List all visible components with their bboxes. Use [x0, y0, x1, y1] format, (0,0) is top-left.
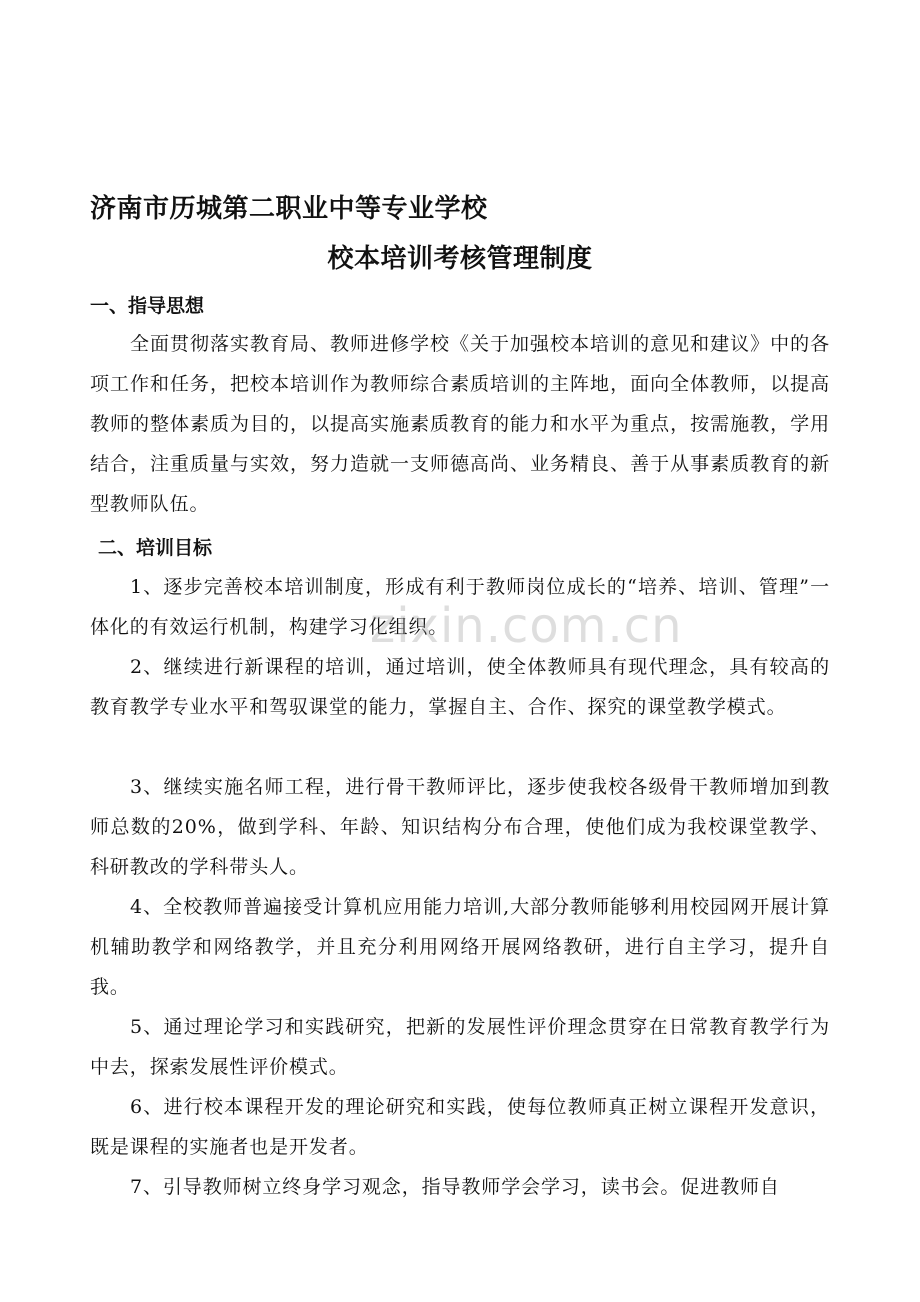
school-title: 济南市历城第二职业中等专业学校 — [90, 194, 488, 224]
goal-item-3: 3、继续实施名师工程，进行骨干教师评比，逐步使我校各级骨干教师增加到教师总数的20%，做到学科、年龄、知识结构分布合理，使他们成为我校课堂教学、科研教改的学科带头人。 — [90, 776, 830, 878]
goal-item-6: 6、进行校本课程开发的理论研究和实践，使每位教师真正树立课程开发意识，既是课程的实施者也是开发者。 — [90, 1096, 830, 1158]
goal-item-7: 7、引导教师树立终身学习观念，指导教师学会学习，读书会。促进教师自 — [130, 1176, 780, 1198]
section-heading-guiding-ideology: 一、指导思想 — [90, 295, 205, 317]
section-heading-training-goals: 二、培训目标 — [98, 537, 213, 559]
paragraph-guiding-ideology: 全面贯彻落实教育局、教师进修学校《关于加强校本培训的意见和建议》中的各项工作和任务，把校本培训作为教师综合素质培训的主阵地，面向全体教师，以提高教师的整体素质为目的，以提高实施素质教育的能力和水平为重点，按需施教，学用结合，注重质量与实效，努力造就一支师德高尚、业务精良、善于从事素质教育的新型教师队伍。 — [90, 333, 830, 515]
goal-item-4: 4、全校教师普遍接受计算机应用能力培训,大部分教师能够利用校园网开展计算机辅助教学和网络教学，并且充分利用网络开展网络教研，进行自主学习，提升自我。 — [90, 896, 830, 998]
goal-item-5: 5、通过理论学习和实践研究，把新的发展性评价理念贯穿在日常教育教学行为中去，探索发展性评价模式。 — [90, 1016, 830, 1078]
document-title: 校本培训考核管理制度 — [327, 244, 593, 274]
goal-item-2: 2、继续进行新课程的培训，通过培训，使全体教师具有现代理念，具有较高的教育教学专业水平和驾驭课堂的能力，掌握自主、合作、探究的课堂教学模式。 — [90, 656, 830, 718]
goal-item-1: 1、逐步完善校本培训制度，形成有利于教师岗位成长的“培养、培训、管理”一体化的有效运行机制，构建学习化组织。 — [90, 576, 830, 638]
watermark: zixin.com.cn — [370, 598, 683, 654]
